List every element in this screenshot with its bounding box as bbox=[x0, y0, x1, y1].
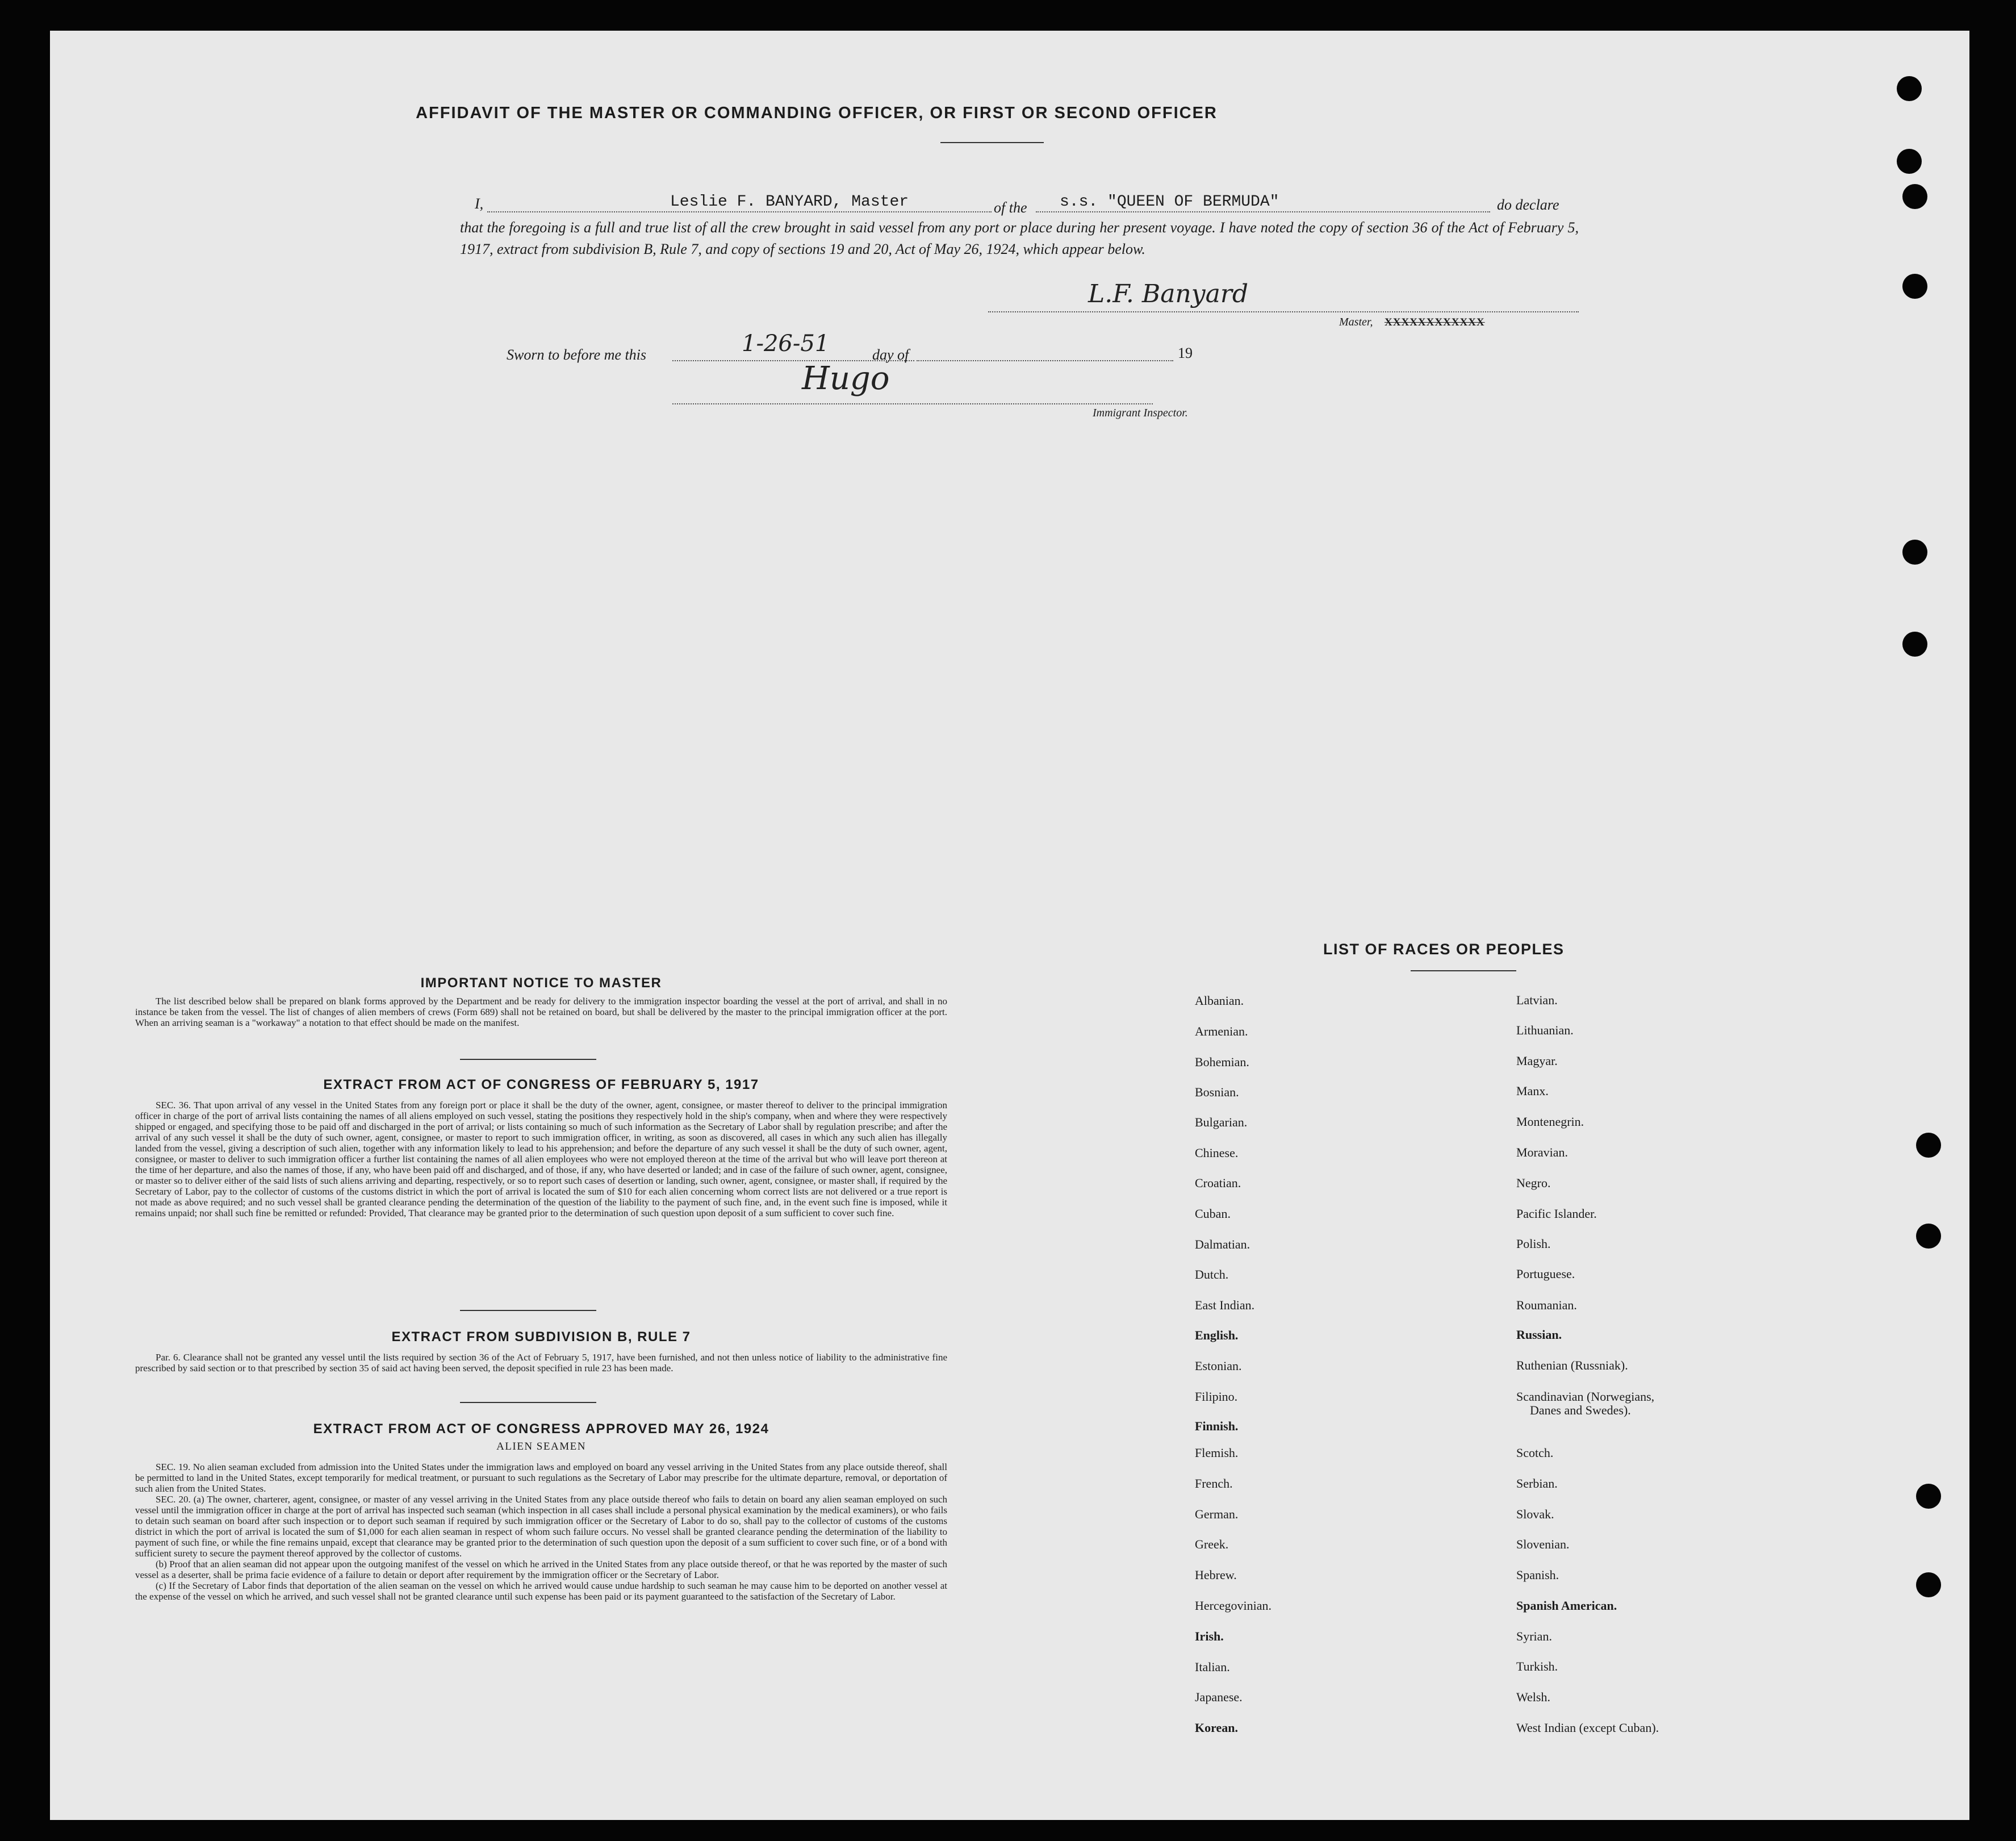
title-divider bbox=[940, 142, 1044, 143]
race-item: Roumanian. bbox=[1516, 1298, 1577, 1312]
race-item: Serbian. bbox=[1516, 1476, 1558, 1491]
signature-line bbox=[988, 311, 1579, 312]
inspector-signature: Hugo bbox=[802, 360, 890, 397]
race-item: Magyar. bbox=[1516, 1054, 1558, 1068]
race-item: Spanish American. bbox=[1516, 1598, 1617, 1613]
of-the-label: of the bbox=[994, 199, 1027, 216]
race-item: Albanian. bbox=[1195, 993, 1244, 1008]
manifest-page bbox=[50, 31, 1969, 1820]
inspector-line bbox=[672, 403, 1153, 404]
race-item: Dutch. bbox=[1195, 1267, 1229, 1281]
binder-hole bbox=[1916, 1572, 1941, 1597]
binder-hole bbox=[1916, 1484, 1941, 1509]
master-name: Leslie F. BANYARD, Master bbox=[670, 193, 909, 211]
binder-hole bbox=[1916, 1224, 1941, 1249]
race-item: Scandinavian (Norwegians, bbox=[1516, 1389, 1655, 1404]
race-item: Bulgarian. bbox=[1195, 1115, 1248, 1129]
race-item: Estonian. bbox=[1195, 1359, 1242, 1373]
affidavit-title: AFFIDAVIT OF THE MASTER OR COMMANDING OFFICER, OR FIRST OR SECOND OFFICER bbox=[416, 104, 1218, 122]
alien-seamen-subtitle: ALIEN SEAMEN bbox=[496, 1441, 586, 1452]
race-item: Dalmatian. bbox=[1195, 1237, 1250, 1251]
binder-hole bbox=[1916, 1133, 1941, 1158]
race-item: Italian. bbox=[1195, 1660, 1230, 1674]
extract-rule7-body bbox=[135, 1352, 947, 1374]
race-item: Turkish. bbox=[1516, 1659, 1558, 1673]
race-item: Japanese. bbox=[1195, 1690, 1243, 1704]
race-item: Finnish. bbox=[1195, 1419, 1239, 1433]
race-item: Welsh. bbox=[1516, 1690, 1550, 1704]
binder-hole bbox=[1902, 540, 1927, 565]
sworn-label: Sworn to before me this bbox=[507, 347, 647, 363]
race-item: Cuban. bbox=[1195, 1207, 1231, 1221]
extract-divider-2 bbox=[460, 1402, 596, 1403]
binder-hole bbox=[1902, 184, 1927, 209]
notice-divider bbox=[460, 1059, 596, 1060]
master-signature: L.F. Banyard bbox=[1088, 279, 1249, 308]
race-item: English. bbox=[1195, 1328, 1239, 1342]
month-line bbox=[917, 360, 1173, 361]
sec20a-text: SEC. 20. (a) The owner, charterer, agent, consignee, or master of any vessel arriving in the United States from any place outside thereof who fails to detain on board any alien seaman employed on such vessel until the immigration officer in charge at the port of arrival has inspected such seaman (which inspection in all cases shall include a personal physical examination by the medical examiners), or who fails to detain such seaman on board after such inspection or to deport such seaman if required by such immigration officer or the Secretary of Labor to do so, shall pay to the collector of customs of the customs district in which the port of arrival is located the sum of $1,000 for each alien seaman in respect of whom such failure occurs. No vessel shall be granted clearance pending the determination of the liability to payment of such fine, or while the fine remains unpaid, except that clearance may be granted prior to the determination of such question upon the deposit of a sum sufficient to cover such fine, or of a bond with sufficient surety to secure the payment thereof approved by the collector of customs. bbox=[135, 1494, 947, 1559]
race-item: Portuguese. bbox=[1516, 1267, 1575, 1281]
sec36-text: SEC. 36. That upon arrival of any vessel in the United States from any foreign port or place it shall be the duty of the owner, agent, consignee, or master thereof to deliver to the principal immigration officer in charge of the port of arrival lists containing the names of all aliens employed on such vessel, stating the positions they respectively hold in the ship's company, when and where they were respectively shipped or engaged, and specifying those to be paid off and discharged in the port of arrival; or lists containing so much of such information as the Secretary of Labor shall by regulation prescribe; and after the arrival of any such vessel it shall be the duty of such owner, agent, consignee, or master to report to such immigration officer, in writing, as soon as discovered, all cases in which any such alien has illegally landed from the vessel, giving a description of such alien, together with any information likely to lead to his apprehension; and before the departure of any such vessel it shall be the duty of such owner, agent, consignee, or master to deliver to such immigration officer a further list containing the names of all alien employees who were not employed thereon at the time of the arrival but who will leave port thereon at the time of her departure, and also the names of those, if any, who have been paid off and discharged, and of those, if any, who have deserted or landed; and in case of the failure of such owner, agent, consignee, or master so to deliver either of the said lists of such aliens arriving and departing, respectively, or so to report such cases of desertion or landing, such owner, agent, consignee, or master shall, if required by the Secretary of Labor, pay to the collector of customs of the customs district in which the port of arrival is located the sum of $10 for each alien concerning whom correct lists are not delivered or a true report is not made as above required; and no such vessel shall be granted clearance pending the determination of the question of the liability to the payment of such fine, and, in the event such fine is imposed, while it remains unpaid; nor shall such fine be remitted or refunded: Provided, That clearance may be granted prior to the determination of such question upon deposit of a sum sufficient to cover such fine. bbox=[135, 1100, 947, 1218]
race-item: Polish. bbox=[1516, 1237, 1551, 1251]
inspector-caption: Immigrant Inspector. bbox=[1093, 407, 1188, 419]
race-item: German. bbox=[1195, 1507, 1239, 1521]
race-item: Chinese. bbox=[1195, 1146, 1239, 1160]
day-of-label: day of bbox=[872, 347, 909, 363]
i-label: I, bbox=[475, 195, 484, 212]
race-item: Flemish. bbox=[1195, 1446, 1239, 1460]
binder-hole bbox=[1897, 149, 1922, 174]
race-item: Syrian. bbox=[1516, 1629, 1552, 1643]
par6-text: Par. 6. Clearance shall not be granted any vessel until the lists required by section 36 of the Act of February 5, 1917, have been furnished, and not then unless notice of liability to the administrative fine prescribed by said section or to that prescribed by section 35 of said act having been served, the deposit specified in rule 23 has been made. bbox=[135, 1352, 947, 1374]
binder-hole bbox=[1902, 274, 1927, 299]
race-item: Irish. bbox=[1195, 1629, 1224, 1643]
race-item: Korean. bbox=[1195, 1721, 1238, 1735]
race-item: Bosnian. bbox=[1195, 1085, 1239, 1099]
extract-1924-title: EXTRACT FROM ACT OF CONGRESS APPROVED MAY 26, 1924 bbox=[313, 1421, 769, 1437]
year-prefix: 19 bbox=[1178, 345, 1193, 361]
race-item: Filipino. bbox=[1195, 1389, 1238, 1404]
vessel-name: s.s. "QUEEN OF BERMUDA" bbox=[1060, 193, 1279, 211]
race-item: Lithuanian. bbox=[1516, 1023, 1574, 1037]
notice-body bbox=[135, 996, 947, 1028]
extract-rule7-title: EXTRACT FROM SUBDIVISION B, RULE 7 bbox=[391, 1329, 691, 1345]
race-item: French. bbox=[1195, 1476, 1233, 1491]
struck-title: XXXXXXXXXXXX bbox=[1385, 316, 1485, 328]
race-item: Latvian. bbox=[1516, 993, 1558, 1007]
vessel-line bbox=[1036, 211, 1490, 212]
name-line bbox=[487, 211, 992, 212]
extract-divider-1 bbox=[460, 1310, 596, 1311]
race-item: Scotch. bbox=[1516, 1446, 1554, 1460]
race-item: Danes and Swedes). bbox=[1530, 1403, 1631, 1417]
races-divider bbox=[1411, 970, 1516, 971]
master-caption: Master, bbox=[1339, 316, 1373, 328]
race-item: Manx. bbox=[1516, 1084, 1549, 1098]
race-item: Armenian. bbox=[1195, 1024, 1248, 1038]
affidavit-body: that the foregoing is a full and true list of all the crew brought in said vessel from any port or place during her present voyage. I have noted the copy of section 36 of the Act of February 5, 1917, extract from subdivision B, Rule 7, and copy of sections 19 and 20, Act of May 26, 1924, which appear below. bbox=[460, 219, 1579, 257]
race-item: Croatian. bbox=[1195, 1176, 1241, 1190]
sec20c-text: (c) If the Secretary of Labor finds that deportation of the alien seaman on the vessel on which he arrived would cause undue hardship to such seaman he may cause him to be deported on another vessel at the expense of the vessel on which he arrived, and such vessel shall not be granted clearance until such expense has been paid or its payment guaranteed to the satisfaction of the Secretary of Labor. bbox=[135, 1580, 947, 1602]
sec20b-text: (b) Proof that an alien seaman did not appear upon the outgoing manifest of the vessel on which he arrived in the United States from any place outside thereof, or that he was reported by the master of such vessel as a deserter, shall be prima facie evidence of a failure to detain or deport after requirement by the immigration officer or the Secretary of Labor. bbox=[135, 1559, 947, 1580]
notice-title: IMPORTANT NOTICE TO MASTER bbox=[420, 975, 662, 991]
race-item: Hercegovinian. bbox=[1195, 1598, 1271, 1613]
race-item: Moravian. bbox=[1516, 1145, 1569, 1159]
race-item: Pacific Islander. bbox=[1516, 1207, 1597, 1221]
race-item: West Indian (except Cuban). bbox=[1516, 1721, 1659, 1735]
race-item: Spanish. bbox=[1516, 1568, 1559, 1582]
extract-1917-body bbox=[135, 1100, 947, 1218]
extract-1917-title: EXTRACT FROM ACT OF CONGRESS OF FEBRUARY 5, 1917 bbox=[323, 1077, 759, 1092]
race-item: Montenegrin. bbox=[1516, 1114, 1584, 1129]
sworn-date: 1-26-51 bbox=[742, 331, 830, 357]
race-item: Slovenian. bbox=[1516, 1537, 1570, 1551]
do-declare-label: do declare bbox=[1497, 197, 1559, 213]
races-title: LIST OF RACES OR PEOPLES bbox=[1323, 941, 1565, 958]
race-item: Greek. bbox=[1195, 1537, 1229, 1551]
sec19-text: SEC. 19. No alien seaman excluded from admission into the United States under the immigration laws and employed on board any vessel arriving in the United States from any place outside thereof, shall be permitted to land in the United States, except temporarily for medical treatment, or pursuant to such regulations as the Secretary of Labor may prescribe for the ultimate departure, removal, or deportation of such alien from the United States. bbox=[135, 1462, 947, 1494]
race-item: Negro. bbox=[1516, 1176, 1551, 1190]
race-item: Hebrew. bbox=[1195, 1568, 1237, 1582]
binder-hole bbox=[1902, 632, 1927, 657]
race-item: Slovak. bbox=[1516, 1507, 1554, 1521]
race-item: East Indian. bbox=[1195, 1298, 1255, 1312]
notice-text: The list described below shall be prepared on blank forms approved by the Department and be ready for delivery to the immigration inspector boarding the vessel at the port of arrival, and shall in no instance be taken from the vessel. The list of changes of alien members of crews (Form 689) shall not be retained on board, but shall be delivered by the master to the principal immigration officer at the port. When an arriving seaman is a "workaway" a notation to that effect should be made on the manifest. bbox=[135, 996, 947, 1028]
extract-1924-body bbox=[135, 1462, 947, 1602]
binder-hole bbox=[1897, 76, 1922, 101]
race-item: Russian. bbox=[1516, 1327, 1562, 1342]
race-item: Bohemian. bbox=[1195, 1055, 1249, 1069]
race-item: Ruthenian (Russniak). bbox=[1516, 1358, 1628, 1372]
